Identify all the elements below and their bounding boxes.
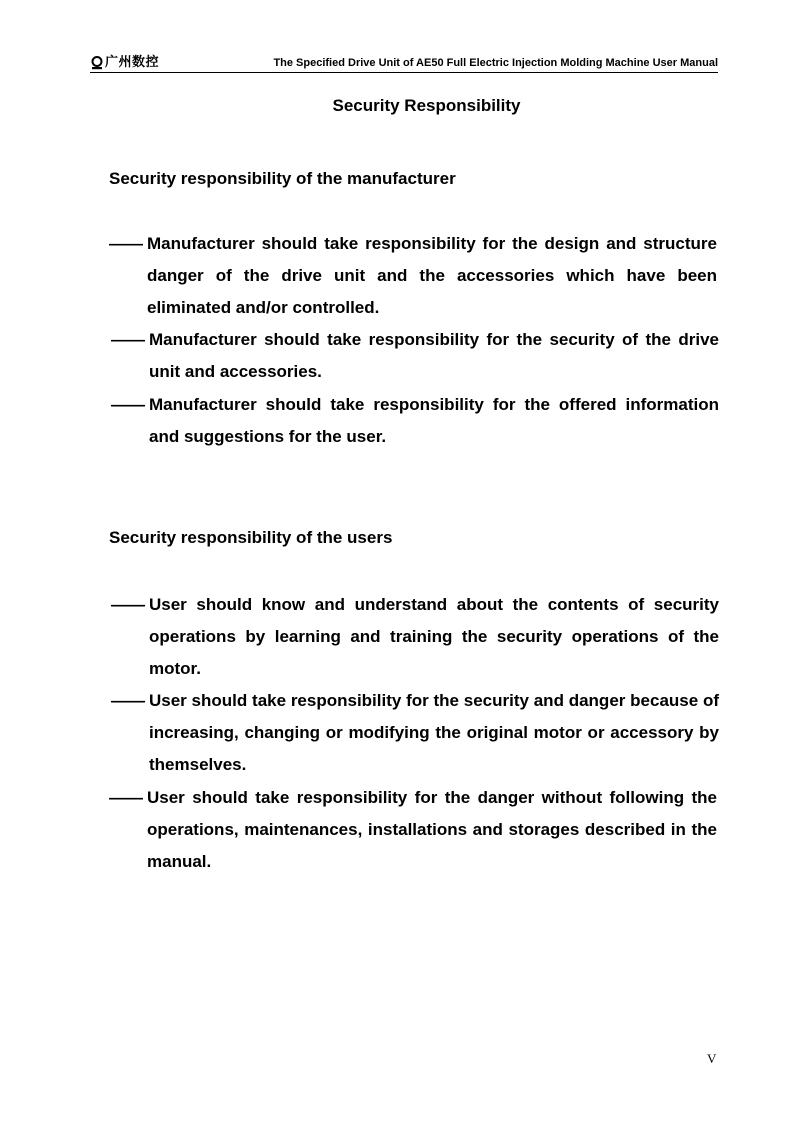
manual-title: The Specified Drive Unit of AE50 Full Electric Injection Molding Machine User Manual: [273, 57, 718, 69]
item-text: Manufacturer should take responsibility for the design and structure danger of the drive unit and the accessories which have been eliminated and/or controlled.: [147, 234, 717, 318]
item-dash: ——: [111, 595, 145, 614]
users-section-heading: Security responsibility of the users: [109, 528, 393, 547]
page-header: [90, 54, 718, 73]
item-text: Manufacturer should take responsibility for the security of the drive unit and accessories.: [149, 330, 719, 382]
logo-text: 广州数控: [105, 54, 160, 70]
page-title: Security Responsibility: [332, 96, 521, 115]
item-text: Manufacturer should take responsibility for the offered information and suggestions for the user.: [149, 395, 719, 447]
item-text: User should take responsibility for the security and danger because of increasing, changing or modifying the original motor or accessory by themselves.: [149, 691, 719, 775]
manufacturer-item-2: [111, 324, 719, 388]
page-number: V: [707, 1051, 717, 1066]
gsk-logo-icon: [90, 56, 104, 70]
item-text: User should take responsibility for the danger without following the operations, maintenances, installations and storages described in the manual.: [147, 788, 717, 872]
manufacturer-item-1: [109, 228, 717, 325]
users-item-1: [111, 589, 719, 686]
item-dash: ——: [111, 691, 145, 710]
item-text: User should know and understand about the contents of security operations by learning and training the security operations of the motor.: [149, 595, 719, 679]
users-item-2: [111, 685, 719, 782]
users-item-3: [109, 782, 717, 879]
manufacturer-section-heading: Security responsibility of the manufacturer: [109, 169, 456, 188]
company-logo: [90, 54, 159, 71]
item-dash: ——: [111, 395, 145, 414]
item-dash: ——: [109, 788, 143, 807]
item-dash: ——: [109, 234, 143, 253]
manufacturer-item-3: [111, 389, 719, 453]
item-dash: ——: [111, 330, 145, 349]
